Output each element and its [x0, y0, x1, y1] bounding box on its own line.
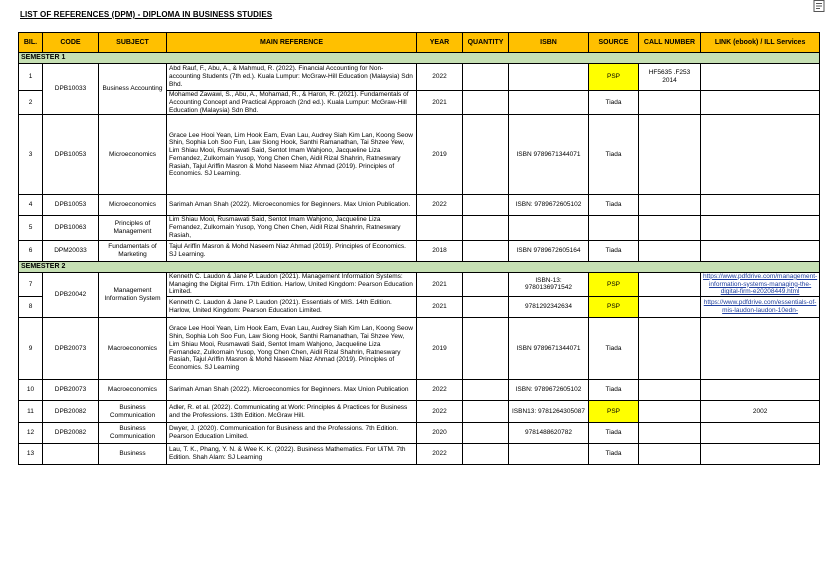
- cell-bil: 4: [19, 195, 43, 216]
- cell-source: Tiada: [589, 240, 639, 261]
- cell-year: 2021: [417, 297, 463, 318]
- semester-row: [19, 53, 820, 64]
- cell-main-reference: Abd Rauf, F., Abu, A., & Mahmud, R. (2022). Financial Accounting for Non-accounting Students (7th ed.). Kuala Lumpur: McGraw-Hill Education (Malaysia) Sdn Bhd.: [167, 64, 417, 91]
- cell-year: [417, 216, 463, 240]
- table-row: [19, 444, 820, 465]
- cell-isbn: ISBN 9789671344071: [509, 115, 589, 195]
- cell-subject: Microeconomics: [99, 115, 167, 195]
- table-row: [19, 423, 820, 444]
- cell-subject: Macroeconomics: [99, 318, 167, 380]
- cell-year: 2021: [417, 91, 463, 115]
- cell-source: Tiada: [589, 91, 639, 115]
- header-call-number: CALL NUMBER: [639, 33, 701, 53]
- cell-source: PSP: [589, 297, 639, 318]
- table-row: [19, 64, 820, 91]
- cell-main-reference: Grace Lee Hooi Yean, Lim Hook Eam, Evan Lau, Audrey Siah Kim Lan, Koong Seow Shin, Sophia Loh Soo Fun, Law Siong Hook, Santhi Ramanathan, Tai Shzee Yew, Lim Shiau Mooi, Rusmawati Said, Sentot Imam Wahjono, Jacqueline Liza Fernandez, Zulkornain Yusop, Yong Chen Chen, Aidil Rizal Shahrin, Ratneswary Rasiah, Tajul Ariffin Masron & Mohd Naseem Niaz Ahmad (2019). Principles of Economics. SJ Learning: [167, 318, 417, 380]
- header-year: YEAR: [417, 33, 463, 53]
- cell-year: 2022: [417, 195, 463, 216]
- cell-source: Tiada: [589, 380, 639, 401]
- cell-quantity: [463, 444, 509, 465]
- cell-call-number: [639, 216, 701, 240]
- cell-source: Tiada: [589, 318, 639, 380]
- cell-bil: 12: [19, 423, 43, 444]
- cell-link: [701, 115, 820, 195]
- cell-link: [701, 318, 820, 380]
- cell-year: 2019: [417, 115, 463, 195]
- cell-code: DPB10053: [43, 195, 99, 216]
- cell-bil: 7: [19, 272, 43, 296]
- cell-isbn: ISBN: 9789672605102: [509, 195, 589, 216]
- cell-isbn: 9781292342634: [509, 297, 589, 318]
- cell-isbn: ISBN: 9789672605102: [509, 380, 589, 401]
- cell-subject: Business: [99, 444, 167, 465]
- table-row: [19, 318, 820, 380]
- cell-call-number: [639, 195, 701, 216]
- cell-link: [701, 195, 820, 216]
- header-main-reference: MAIN REFERENCE: [167, 33, 417, 53]
- cell-quantity: [463, 91, 509, 115]
- cell-quantity: [463, 401, 509, 423]
- cell-subject: Microeconomics: [99, 195, 167, 216]
- cell-isbn: [509, 216, 589, 240]
- cell-bil: 11: [19, 401, 43, 423]
- cell-bil: 13: [19, 444, 43, 465]
- table-row: [19, 380, 820, 401]
- cell-bil: 6: [19, 240, 43, 261]
- document-icon: [813, 0, 825, 12]
- cell-code: DPB20042: [43, 272, 99, 317]
- cell-bil: 2: [19, 91, 43, 115]
- table-row: [19, 272, 820, 296]
- header-link: LINK (ebook) / ILL Services: [701, 33, 820, 53]
- cell-main-reference: Sarimah Aman Shah (2022). Microeconomics for Beginners. Max Union Publication.: [167, 195, 417, 216]
- cell-main-reference: Kenneth C. Laudon & Jane P. Laudon (2021). Management Information Systems: Managing the Digital Firm. 17th Edition. Harlow, United Kingdom: Pearson Education Limited.: [167, 272, 417, 296]
- cell-bil: 3: [19, 115, 43, 195]
- cell-call-number: [639, 297, 701, 318]
- cell-quantity: [463, 380, 509, 401]
- cell-source: PSP: [589, 272, 639, 296]
- table-row: [19, 401, 820, 423]
- header-bil: BIL.: [19, 33, 43, 53]
- cell-main-reference: Tajul Ariffin Masron & Mohd Naseem Niaz Ahmad (2019). Principles of Economics. SJ Learning.: [167, 240, 417, 261]
- cell-isbn: ISBN 9789671344071: [509, 318, 589, 380]
- cell-call-number: [639, 91, 701, 115]
- cell-source: [589, 216, 639, 240]
- cell-link: [701, 64, 820, 91]
- semester-label: SEMESTER 1: [19, 53, 820, 64]
- cell-code: [43, 444, 99, 465]
- cell-isbn: ISBN 9789672605164: [509, 240, 589, 261]
- cell-link: [701, 240, 820, 261]
- cell-subject: Business Communication: [99, 401, 167, 423]
- semester-row: [19, 261, 820, 272]
- cell-subject: Management Information System: [99, 272, 167, 317]
- cell-call-number: [639, 380, 701, 401]
- cell-call-number: [639, 115, 701, 195]
- cell-link: [701, 380, 820, 401]
- cell-source: PSP: [589, 64, 639, 91]
- cell-call-number: [639, 401, 701, 423]
- cell-subject: Business Accounting: [99, 64, 167, 115]
- cell-code: DPB20073: [43, 318, 99, 380]
- table-header-row: [19, 33, 820, 53]
- cell-bil: 10: [19, 380, 43, 401]
- cell-bil: 9: [19, 318, 43, 380]
- cell-subject: Business Communication: [99, 423, 167, 444]
- cell-year: 2019: [417, 318, 463, 380]
- cell-year: 2021: [417, 272, 463, 296]
- table-row: [19, 195, 820, 216]
- cell-bil: 5: [19, 216, 43, 240]
- cell-call-number: [639, 423, 701, 444]
- cell-link: [701, 423, 820, 444]
- cell-main-reference: Lim Shiau Mooi, Rusmawati Said, Sentot Imam Wahjono, Jacqueline Liza Fernandez, Zulkornain Yusop, Yong Chen Chen, Aidil Rizal Shahrin, Ratneswary Rasiah,: [167, 216, 417, 240]
- cell-ebook-link[interactable]: https://www.pdfdrive.com/management-information-systems-managing-the-digital-firm-e20208449.html: [701, 272, 820, 296]
- cell-quantity: [463, 240, 509, 261]
- cell-code: DPB20073: [43, 380, 99, 401]
- table-row: [19, 115, 820, 195]
- cell-year: 2022: [417, 380, 463, 401]
- cell-call-number: [639, 272, 701, 296]
- cell-source: Tiada: [589, 444, 639, 465]
- cell-isbn: ISBN-13: 9780136971542: [509, 272, 589, 296]
- page-title: LIST OF REFERENCES (DPM) - DIPLOMA IN BUSINESS STUDIES: [20, 10, 273, 19]
- cell-quantity: [463, 216, 509, 240]
- cell-source: PSP: [589, 401, 639, 423]
- cell-isbn: [509, 444, 589, 465]
- table-row: [19, 240, 820, 261]
- cell-code: DPM20033: [43, 240, 99, 261]
- cell-main-reference: Sarimah Aman Shah (2022). Microeconomics for Beginners. Max Union Publication: [167, 380, 417, 401]
- cell-source: Tiada: [589, 195, 639, 216]
- header-code: CODE: [43, 33, 99, 53]
- cell-year: 2022: [417, 64, 463, 91]
- cell-code: DPB10063: [43, 216, 99, 240]
- cell-isbn: 9781488620782: [509, 423, 589, 444]
- header-quantity: QUANTITY: [463, 33, 509, 53]
- cell-source: Tiada: [589, 115, 639, 195]
- cell-year: 2018: [417, 240, 463, 261]
- cell-quantity: [463, 195, 509, 216]
- cell-call-number: [639, 444, 701, 465]
- cell-link: [701, 444, 820, 465]
- cell-subject: Macroeconomics: [99, 380, 167, 401]
- cell-year: 2022: [417, 444, 463, 465]
- header-isbn: ISBN: [509, 33, 589, 53]
- table-row: [19, 216, 820, 240]
- cell-isbn: ISBN13: 9781264305087: [509, 401, 589, 423]
- cell-code: DPB10053: [43, 115, 99, 195]
- cell-main-reference: Grace Lee Hooi Yean, Lim Hook Eam, Evan Lau, Audrey Siah Kim Lan, Koong Seow Shin, Sophia Loh Soo Fun, Law Siong Hook, Santhi Ramanathan, Tai Shzee Yew, Lim Shiau Mooi, Rusmawati Said, Sentot Imam Wahjono, Jacqueline Liza Fernandez, Zulkornain Yusop, Yong Chen Chen, Aidil Rizal Shahrin, Ratneswary Rasiah, Tajul Ariffin Masron & Mohd Naseem Niaz Ahmad (2019). Principles of Economics. SJ Learning.: [167, 115, 417, 195]
- cell-isbn: [509, 91, 589, 115]
- cell-code: DPB10033: [43, 64, 99, 115]
- cell-isbn: [509, 64, 589, 91]
- cell-subject: Fundamentals of Marketing: [99, 240, 167, 261]
- cell-quantity: [463, 318, 509, 380]
- cell-bil: 1: [19, 64, 43, 91]
- cell-quantity: [463, 115, 509, 195]
- cell-quantity: [463, 272, 509, 296]
- cell-source: Tiada: [589, 423, 639, 444]
- cell-link: [701, 216, 820, 240]
- cell-bil: 8: [19, 297, 43, 318]
- cell-ebook-link[interactable]: https://www.pdfdrive.com/essentials-of-mis-laudon-laudon-10edn-: [701, 297, 820, 318]
- reference-table: [18, 32, 820, 465]
- cell-subject: Principles of Management: [99, 216, 167, 240]
- semester-label: SEMESTER 2: [19, 261, 820, 272]
- cell-link: 2002: [701, 401, 820, 423]
- cell-quantity: [463, 297, 509, 318]
- cell-year: 2022: [417, 401, 463, 423]
- cell-quantity: [463, 423, 509, 444]
- cell-main-reference: Mohamed Zawawi, S., Abu, A., Mohamad, R., & Haron, R. (2021). Fundamentals of Accounting Concept and Practical Approach (2nd ed.). Kuala Lumpur: McGraw-Hill Education (Malaysia) Sdn Bhd.: [167, 91, 417, 115]
- cell-link: [701, 91, 820, 115]
- cell-call-number: [639, 318, 701, 380]
- cell-quantity: [463, 64, 509, 91]
- cell-main-reference: Lau, T. K., Phang, Y. N. & Wee K. K. (2022). Business Mathematics. For UiTM. 7th Edition. Shah Alam: SJ Learning: [167, 444, 417, 465]
- cell-code: DPB20082: [43, 423, 99, 444]
- cell-code: DPB20082: [43, 401, 99, 423]
- header-source: SOURCE: [589, 33, 639, 53]
- cell-year: 2020: [417, 423, 463, 444]
- cell-main-reference: Adler, R. et al. (2022). Communicating at Work: Principles & Practices for Business and the Professions. 13th Edition. McGraw Hill.: [167, 401, 417, 423]
- cell-main-reference: Dwyer, J. (2020). Communication for Business and the Professions. 7th Edition. Pearson Education Limited.: [167, 423, 417, 444]
- cell-call-number: [639, 240, 701, 261]
- cell-call-number: HF5635 .F253 2014: [639, 64, 701, 91]
- cell-main-reference: Kenneth C. Laudon & Jane P. Laudon (2021). Essentials of MIS. 14th Edition. Harlow, United Kingdom: Pearson Education Limited.: [167, 297, 417, 318]
- header-subject: SUBJECT: [99, 33, 167, 53]
